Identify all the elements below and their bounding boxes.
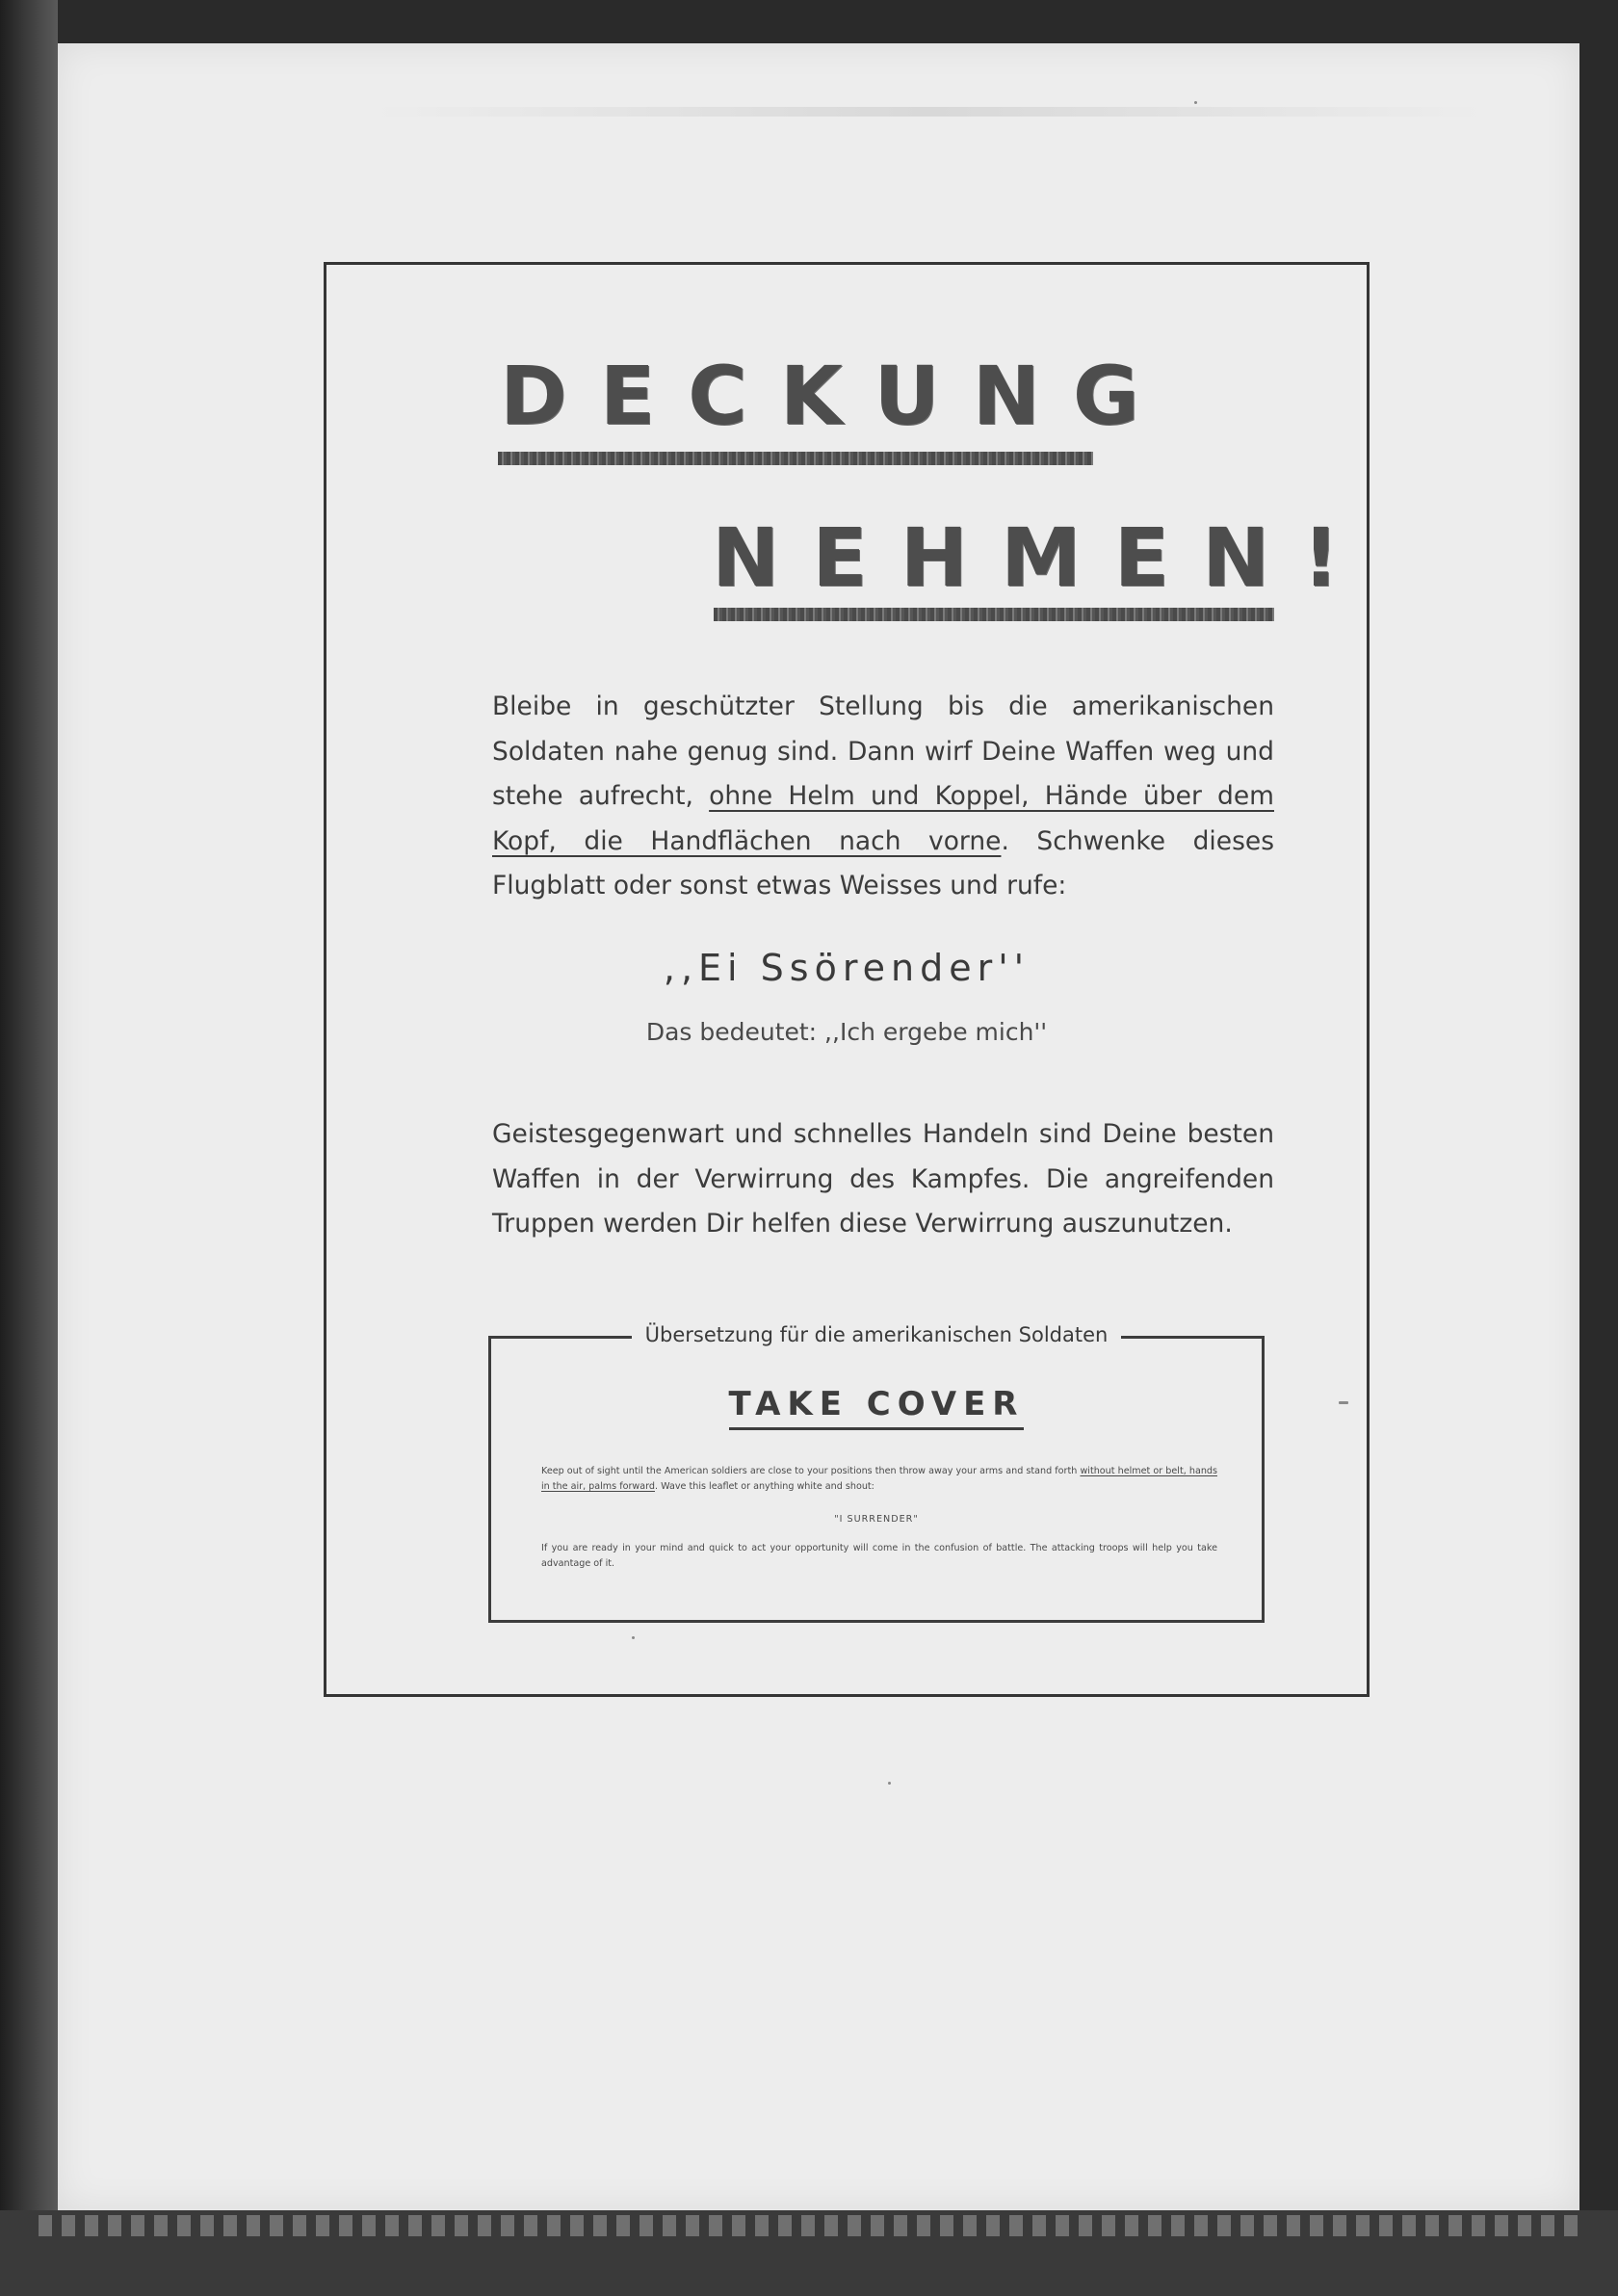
instruction-paragraph (492, 685, 1274, 909)
surrender-phrase: ,,Ei Ssörender'' (663, 947, 1031, 989)
instruction-text: Bleibe in geschützter Stellung bis die amerikanischen Soldaten nahe genug sind. Dann wirf Deine Waffen weg und stehe aufrecht, (492, 691, 1274, 811)
faint-show-through (376, 107, 1483, 117)
perforation-strip (39, 2215, 1579, 2236)
translation-caption (491, 1323, 1262, 1346)
headline-deckung: DECKUNG (500, 349, 1172, 443)
headline-nehmen: NEHMEN! (712, 510, 1372, 605)
headline-rule (498, 452, 1093, 465)
instruction-underlined-text: ohne Helm und Koppel, Hände über dem Kopf, die Handflächen nach vorne (492, 781, 1274, 856)
translation-caption-text: Übersetzung für die amerikanischen Soldaten (632, 1323, 1122, 1346)
translation-underlined-text: without helmet or belt, hands in the air, palms forward (541, 1466, 1217, 1492)
advice-paragraph: Geistesgegenwart und schnelles Handeln sind Deine besten Waffen in der Verwirrung des Kampfes. Die angreifenden Truppen werden Dir helfen diese Verwirrung auszunutzen. (492, 1119, 1274, 1239)
translation-shout: "I SURRENDER" (834, 1514, 919, 1525)
translation-title (491, 1385, 1262, 1423)
speck (1194, 101, 1197, 104)
translation-box (488, 1323, 1265, 1623)
translation-paragraph-2: If you are ready in your mind and quick to act your opportunity will come in the confusion of battle. The attacking troops will help you take advantage of it. (541, 1543, 1217, 1569)
album-page-edge (0, 0, 58, 2296)
surrender-meaning: Das bedeutet: ,,Ich ergebe mich'' (645, 1018, 1048, 1046)
translation-title-text: TAKE COVER (729, 1385, 1025, 1430)
translation-text: Keep out of sight until the American soldiers are close to your positions then throw away your arms and stand forth (541, 1466, 1081, 1476)
translation-paragraph-1 (541, 1464, 1217, 1495)
leaflet (324, 262, 1370, 1697)
instruction-text-end: . Schwenke dieses Flugblatt oder sonst etwas Weisses und rufe: (492, 825, 1275, 900)
translation-text-end: . Wave this leaflet or anything white and shout: (655, 1481, 874, 1492)
speck (888, 1782, 891, 1785)
headline-rule (714, 608, 1274, 621)
